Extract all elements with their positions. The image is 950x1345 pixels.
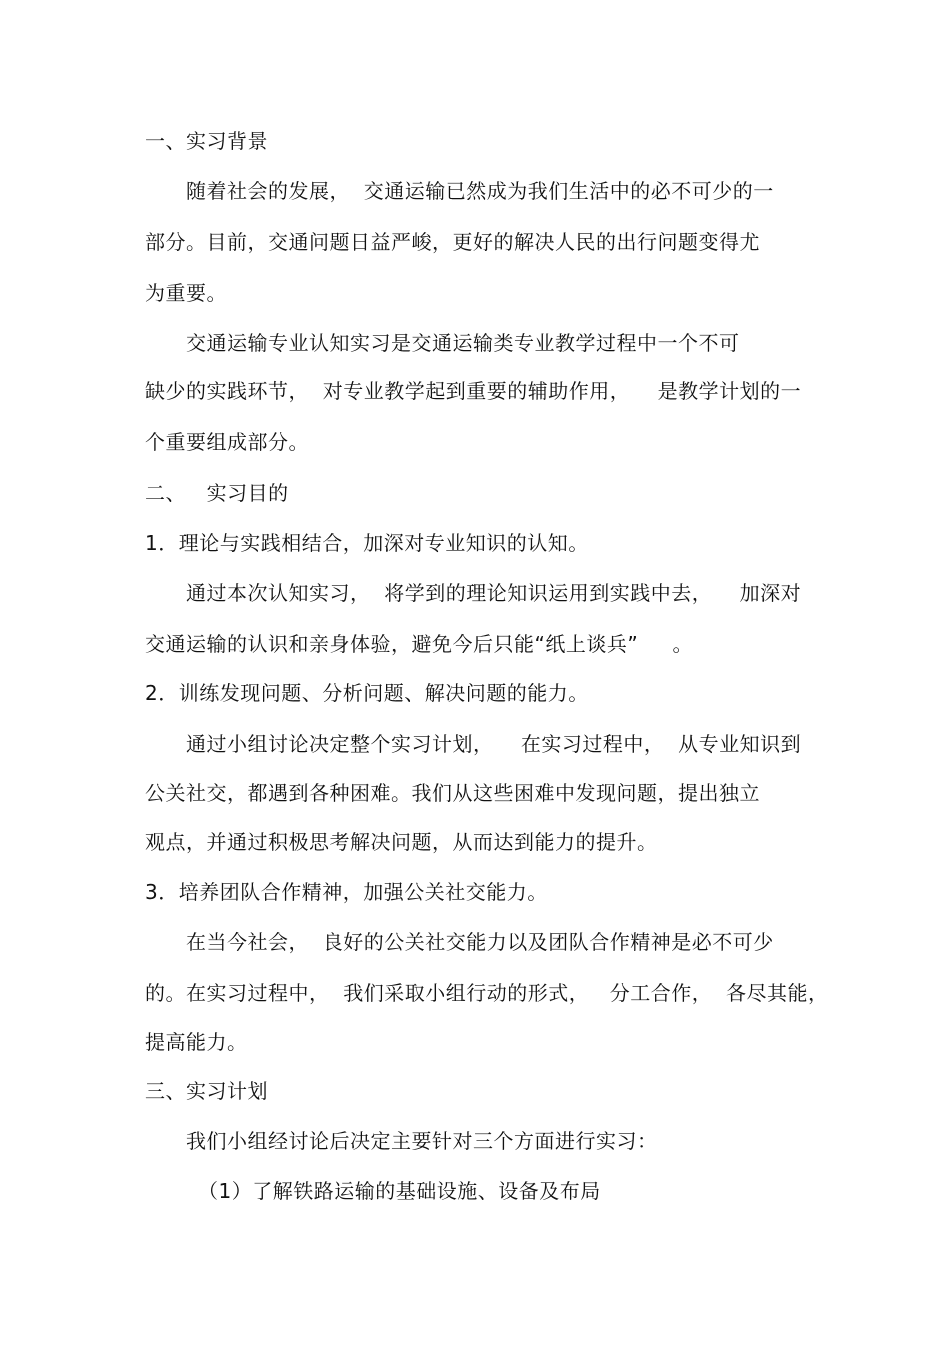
paragraph-line: 部分。目前，交通问题日益严峻，更好的解决人民的出行问题变得尤 [145,230,760,254]
paragraph-line: 通过小组讨论决定整个实习计划， 在实习过程中， 从专业知识到 [186,732,802,756]
list-item-heading: 1．理论与实践相结合，加深对专业知识的认知。 [145,531,589,555]
list-item-heading: 2．训练发现问题、分析问题、解决问题的能力。 [145,681,589,705]
list-item-heading: 3．培养团队合作精神，加强公关社交能力。 [145,880,548,904]
paragraph-line: 的。在实习过程中， 我们采取小组行动的形式， 分工合作， 各尽其能， [145,981,829,1005]
paragraph-line: 交通运输的认识和亲身体验，避免今后只能“纸上谈兵” 。 [145,632,694,656]
paragraph-line: 观点，并通过积极思考解决问题，从而达到能力的提升。 [145,830,658,854]
paragraph-line: 我们小组经讨论后决定主要针对三个方面进行实习： [186,1129,658,1153]
section-heading-purpose: 二、 实习目的 [145,481,289,505]
paragraph-line: 个重要组成部分。 [145,430,309,454]
paragraph-line: 在当今社会， 良好的公关社交能力以及团队合作精神是必不可少 [186,930,774,954]
paragraph-line: 缺少的实践环节， 对专业教学起到重要的辅助作用， 是教学计划的一 [145,379,802,403]
paragraph-line: 提高能力。 [145,1030,248,1054]
paragraph-line: 通过本次认知实习， 将学到的理论知识运用到实践中去， 加深对 [186,581,802,605]
paragraph-line: 交通运输专业认知实习是交通运输类专业教学过程中一个不可 [186,331,740,355]
paragraph-line: 随着社会的发展， 交通运输已然成为我们生活中的必不可少的一 [186,179,774,203]
section-heading-background: 一、实习背景 [145,129,268,153]
paragraph-line: 公关社交，都遇到各种困难。我们从这些困难中发现问题，提出独立 [145,781,760,805]
plan-item: （1）了解铁路运输的基础设施、设备及布局 [198,1179,601,1203]
section-heading-plan: 三、实习计划 [145,1079,268,1103]
paragraph-line: 为重要。 [145,281,227,305]
